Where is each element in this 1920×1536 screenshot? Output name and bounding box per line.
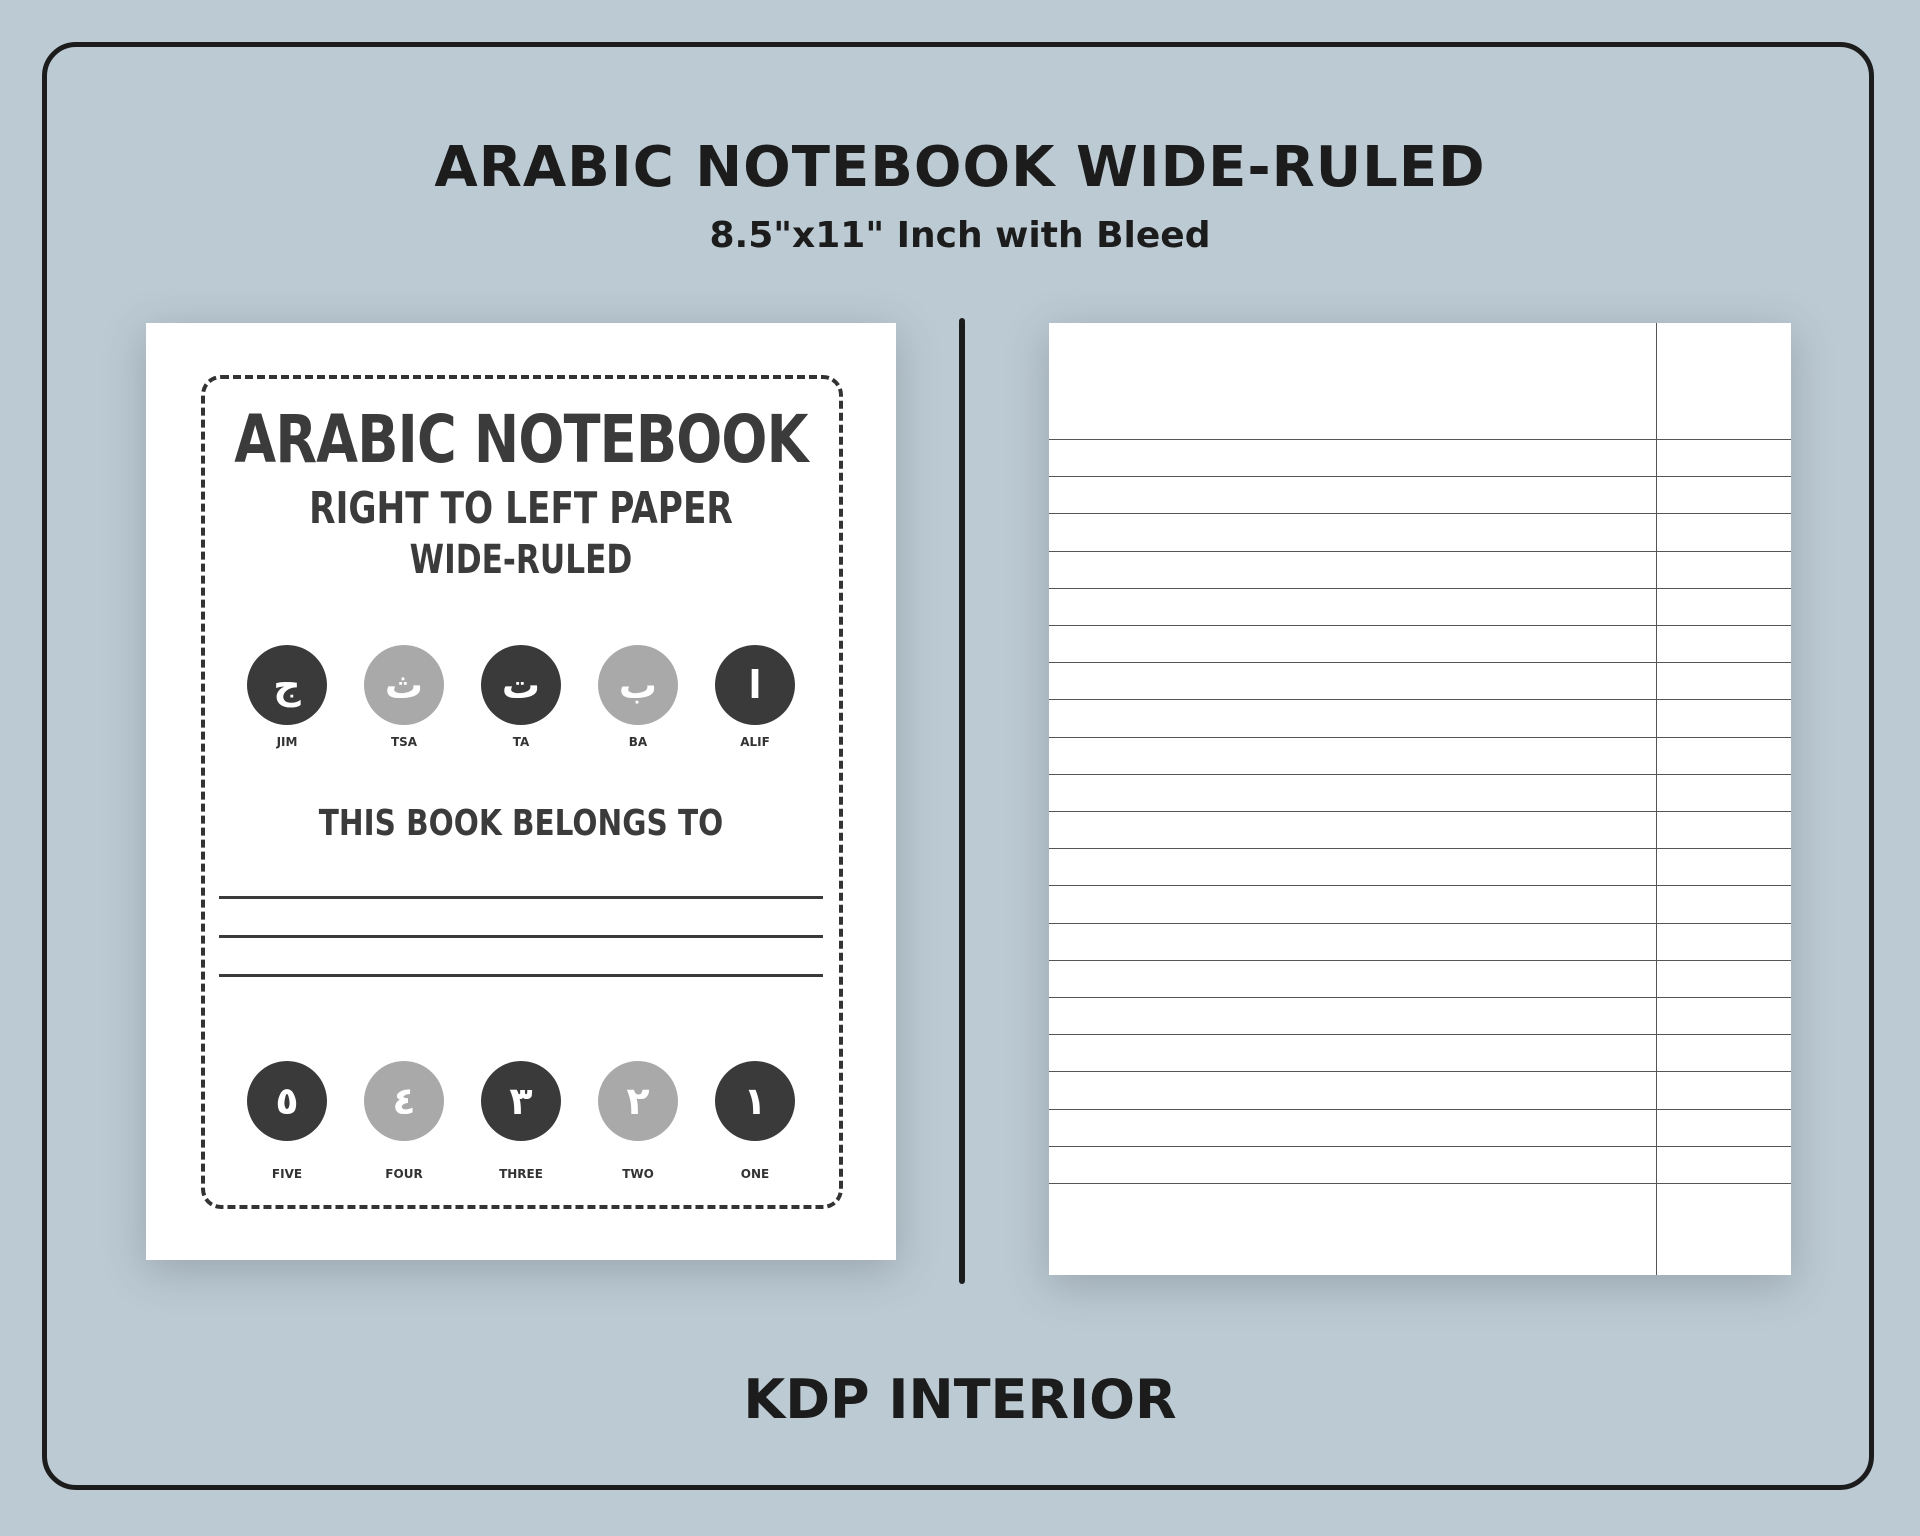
number-label: FOUR bbox=[385, 1167, 423, 1181]
number-item bbox=[700, 1061, 810, 1181]
cover-title: ARABIC NOTEBOOK bbox=[234, 401, 808, 478]
number-item bbox=[232, 1061, 342, 1181]
letter-item bbox=[583, 645, 693, 749]
ruled-line bbox=[1049, 699, 1791, 700]
ruled-line bbox=[1049, 774, 1791, 775]
ruled-line bbox=[1049, 1109, 1791, 1110]
ruled-line bbox=[1049, 588, 1791, 589]
number-circle: ٣ bbox=[481, 1061, 561, 1141]
ruled-line bbox=[1049, 1071, 1791, 1072]
subtitle: 8.5"x11" Inch with Bleed bbox=[709, 215, 1211, 256]
main-title: ARABIC NOTEBOOK WIDE-RULED bbox=[434, 135, 1486, 200]
number-label: FIVE bbox=[271, 1167, 303, 1181]
name-line bbox=[219, 896, 823, 899]
ruled-line bbox=[1049, 1183, 1791, 1184]
name-line bbox=[219, 974, 823, 977]
name-line bbox=[219, 935, 823, 938]
number-circle: ١ bbox=[715, 1061, 795, 1141]
letter-item bbox=[232, 645, 342, 749]
ruled-line bbox=[1049, 885, 1791, 886]
letter-circle: ج bbox=[247, 645, 327, 725]
letter-item bbox=[700, 645, 810, 749]
number-label: ONE bbox=[740, 1167, 770, 1181]
letter-label: TA bbox=[512, 735, 530, 749]
cover-page bbox=[146, 323, 896, 1260]
ruled-line bbox=[1049, 737, 1791, 738]
letter-label: BA bbox=[628, 735, 648, 749]
ruled-line bbox=[1049, 625, 1791, 626]
cover-subtitle-direction: RIGHT TO LEFT PAPER bbox=[309, 483, 733, 534]
ruled-line bbox=[1049, 923, 1791, 924]
belongs-to-heading: THIS BOOK BELONGS TO bbox=[318, 803, 724, 844]
letter-circle: ب bbox=[598, 645, 678, 725]
ruled-line bbox=[1049, 848, 1791, 849]
ruled-line bbox=[1049, 1146, 1791, 1147]
ruled-line bbox=[1049, 662, 1791, 663]
number-label: THREE bbox=[499, 1167, 543, 1181]
margin-line bbox=[1656, 323, 1657, 1275]
number-circle: ٢ bbox=[598, 1061, 678, 1141]
letter-label: JIM bbox=[276, 735, 298, 749]
number-item bbox=[349, 1061, 459, 1181]
cover-subtitle-ruling: WIDE-RULED bbox=[409, 537, 633, 583]
letter-circle: ت bbox=[481, 645, 561, 725]
letter-circle: ا bbox=[715, 645, 795, 725]
letter-label: ALIF bbox=[740, 735, 770, 749]
number-item bbox=[466, 1061, 576, 1181]
number-label: TWO bbox=[622, 1167, 654, 1181]
lined-page bbox=[1049, 323, 1791, 1275]
ruled-line bbox=[1049, 960, 1791, 961]
ruled-line bbox=[1049, 551, 1791, 552]
ruled-line bbox=[1049, 997, 1791, 998]
letter-item bbox=[466, 645, 576, 749]
ruled-line bbox=[1049, 439, 1791, 440]
ruled-line bbox=[1049, 476, 1791, 477]
letter-label: TSA bbox=[390, 735, 418, 749]
letter-circle: ث bbox=[364, 645, 444, 725]
ruled-line bbox=[1049, 513, 1791, 514]
number-circle: ٥ bbox=[247, 1061, 327, 1141]
ruled-line bbox=[1049, 1034, 1791, 1035]
center-divider bbox=[959, 318, 965, 1284]
number-item bbox=[583, 1061, 693, 1181]
ruled-line bbox=[1049, 811, 1791, 812]
letter-item bbox=[349, 645, 459, 749]
number-circle: ٤ bbox=[364, 1061, 444, 1141]
footer-label: KDP INTERIOR bbox=[743, 1368, 1177, 1431]
